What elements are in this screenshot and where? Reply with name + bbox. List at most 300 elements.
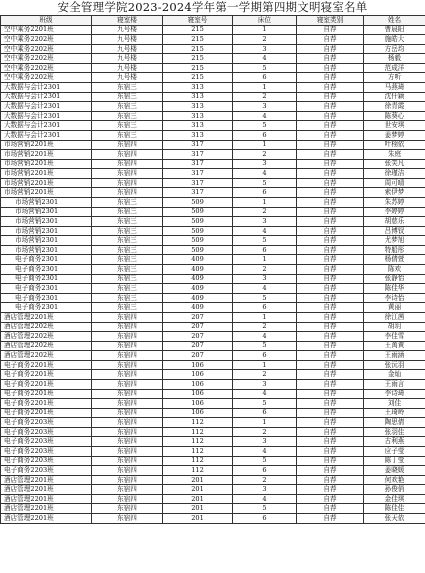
cell-building: 东宿四 (92, 456, 163, 466)
cell-building: 东宿三 (92, 274, 163, 284)
cell-building: 东宿四 (92, 485, 163, 495)
cell-class: 大数据与会计2301 (1, 130, 92, 140)
cell-category: 自荐 (297, 169, 364, 179)
cell-name: 王琦岭 (364, 408, 425, 418)
cell-bed: 2 (233, 475, 297, 485)
cell-category: 自荐 (297, 312, 364, 322)
cell-class: 酒店管理2201班 (1, 514, 92, 524)
cell-category: 自荐 (297, 83, 364, 93)
cell-bed: 4 (233, 169, 297, 179)
cell-room: 201 (163, 494, 233, 504)
table-row (1, 437, 425, 447)
cell-class: 酒店管理2201班 (1, 312, 92, 322)
cell-bed: 5 (233, 504, 297, 514)
cell-class: 电子商务2201班 (1, 389, 92, 399)
cell-class: 市场营销2301 (1, 226, 92, 236)
cell-name: 应子莹 (364, 447, 425, 457)
cell-class: 空中乘务2202班 (1, 63, 92, 73)
cell-bed: 3 (233, 217, 297, 227)
cell-name: 金灿 (364, 370, 425, 380)
cell-room: 106 (163, 360, 233, 370)
cell-name: 特船彤 (364, 245, 425, 255)
cell-class: 电子商务2201班 (1, 370, 92, 380)
cell-name: 金佳琪 (364, 494, 425, 504)
cell-building: 东宿四 (92, 150, 163, 160)
cell-class: 电子商务2301 (1, 293, 92, 303)
table-row (1, 341, 425, 351)
cell-bed: 3 (233, 44, 297, 54)
cell-room: 207 (163, 332, 233, 342)
cell-category: 自荐 (297, 437, 364, 447)
cell-room: 112 (163, 456, 233, 466)
table-row (1, 418, 425, 428)
cell-name: 胡慈乐 (364, 217, 425, 227)
table-row (1, 73, 425, 83)
cell-name: 杨倩萱 (364, 255, 425, 265)
cell-room: 317 (163, 188, 233, 198)
cell-room: 317 (163, 169, 233, 179)
table-row (1, 332, 425, 342)
cell-bed: 6 (233, 303, 297, 313)
cell-category: 自荐 (297, 150, 364, 160)
cell-name: 徐江茜 (364, 312, 425, 322)
cell-name: 陈佳佳 (364, 504, 425, 514)
table-row (1, 255, 425, 265)
table-row (1, 456, 425, 466)
cell-room: 207 (163, 341, 233, 351)
table-row (1, 102, 425, 112)
table-row (1, 293, 425, 303)
cell-bed: 1 (233, 312, 297, 322)
cell-bed: 5 (233, 399, 297, 409)
cell-bed: 1 (233, 25, 297, 35)
cell-room: 313 (163, 121, 233, 131)
cell-name: 李佳雪 (364, 332, 425, 342)
cell-building: 九号楼 (92, 44, 163, 54)
cell-building: 东宿三 (92, 255, 163, 265)
cell-bed: 1 (233, 140, 297, 150)
cell-bed: 3 (233, 437, 297, 447)
cell-room: 313 (163, 111, 233, 121)
cell-room: 509 (163, 207, 233, 217)
table-row (1, 284, 425, 294)
cell-category: 自荐 (297, 514, 364, 524)
cell-name: 索伊梦 (364, 188, 425, 198)
cell-name: 朱庭 (364, 150, 425, 160)
cell-name: 曹晨阳 (364, 25, 425, 35)
cell-class: 电子商务2301 (1, 274, 92, 284)
cell-building: 东宿三 (92, 102, 163, 112)
cell-class: 电子商务2301 (1, 265, 92, 275)
cell-building: 九号楼 (92, 25, 163, 35)
cell-class: 电子商务2203班 (1, 418, 92, 428)
cell-name: 王雨涵 (364, 351, 425, 361)
cell-name: 世安琪 (364, 121, 425, 131)
table-row (1, 54, 425, 64)
cell-class: 大数据与会计2301 (1, 83, 92, 93)
cell-name: 沈仟颖 (364, 92, 425, 102)
cell-category: 自荐 (297, 159, 364, 169)
cell-category: 自荐 (297, 447, 364, 457)
cell-class: 电子商务2203班 (1, 466, 92, 476)
cell-name: 张羽佳 (364, 427, 425, 437)
table-row (1, 159, 425, 169)
cell-class: 酒店管理2201班 (1, 494, 92, 504)
cell-category: 自荐 (297, 341, 364, 351)
cell-category: 自荐 (297, 303, 364, 313)
cell-category: 自荐 (297, 475, 364, 485)
cell-room: 317 (163, 140, 233, 150)
cell-name: 古利燕 (364, 437, 425, 447)
cell-room: 201 (163, 514, 233, 524)
cell-class: 电子商务2203班 (1, 437, 92, 447)
cell-category: 自荐 (297, 427, 364, 437)
cell-building: 东宿三 (92, 293, 163, 303)
cell-room: 313 (163, 83, 233, 93)
cell-name: 王雨言 (364, 379, 425, 389)
cell-room: 112 (163, 418, 233, 428)
cell-category: 自荐 (297, 284, 364, 294)
cell-category: 自荐 (297, 504, 364, 514)
cell-name: 张天依 (364, 514, 425, 524)
cell-room: 106 (163, 379, 233, 389)
cell-bed: 1 (233, 255, 297, 265)
cell-category: 自荐 (297, 418, 364, 428)
table-row (1, 226, 425, 236)
table-row (1, 389, 425, 399)
cell-class: 酒店管理2201班 (1, 475, 92, 485)
table-row (1, 360, 425, 370)
cell-room: 509 (163, 217, 233, 227)
cell-class: 市场营销2301 (1, 245, 92, 255)
cell-bed: 1 (233, 83, 297, 93)
cell-room: 106 (163, 370, 233, 380)
cell-category: 自荐 (297, 236, 364, 246)
cell-class: 空中乘务2202班 (1, 35, 92, 45)
cell-bed: 6 (233, 73, 297, 83)
cell-name: 范成洋 (364, 63, 425, 73)
cell-name: 李诗怡 (364, 293, 425, 303)
table-row (1, 312, 425, 322)
cell-bed: 4 (233, 284, 297, 294)
table-row (1, 140, 425, 150)
cell-bed: 2 (233, 265, 297, 275)
cell-class: 电子商务2203班 (1, 427, 92, 437)
cell-room: 313 (163, 102, 233, 112)
cell-name: 张静怡 (364, 274, 425, 284)
cell-bed: 4 (233, 494, 297, 504)
table-row (1, 83, 425, 93)
cell-room: 509 (163, 245, 233, 255)
cell-room: 112 (163, 466, 233, 476)
cell-class: 电子商务2301 (1, 255, 92, 265)
cell-building: 东宿四 (92, 351, 163, 361)
cell-category: 自荐 (297, 207, 364, 217)
cell-class: 空中乘务2202班 (1, 54, 92, 64)
cell-category: 自荐 (297, 102, 364, 112)
cell-bed: 2 (233, 35, 297, 45)
table-row (1, 379, 425, 389)
cell-category: 自荐 (297, 188, 364, 198)
cell-name: 张沅羽 (364, 360, 425, 370)
cell-name: 徐青霞 (364, 102, 425, 112)
cell-category: 自荐 (297, 293, 364, 303)
cell-building: 东宿四 (92, 399, 163, 409)
cell-name: 尤梦旭 (364, 236, 425, 246)
cell-bed: 2 (233, 207, 297, 217)
cell-building: 东宿四 (92, 312, 163, 322)
cell-building: 东宿四 (92, 332, 163, 342)
table-row (1, 494, 425, 504)
cell-class: 市场营销2201班 (1, 159, 92, 169)
table-row (1, 188, 425, 198)
cell-category: 自荐 (297, 197, 364, 207)
cell-class: 市场营销2201班 (1, 178, 92, 188)
cell-class: 大数据与会计2301 (1, 102, 92, 112)
cell-name: 李婷婷 (364, 207, 425, 217)
cell-name: 刘佳 (364, 399, 425, 409)
cell-building: 东宿三 (92, 197, 163, 207)
cell-category: 自荐 (297, 360, 364, 370)
header-room: 寝室号 (163, 16, 233, 26)
table-row (1, 447, 425, 457)
document-title: 安全管理学院2023-2024学年第一学期第四期文明寝室名单 (57, 0, 368, 14)
cell-bed: 4 (233, 54, 297, 64)
cell-room: 201 (163, 475, 233, 485)
cell-category: 自荐 (297, 399, 364, 409)
cell-room: 112 (163, 447, 233, 457)
cell-bed: 3 (233, 102, 297, 112)
cell-name: 何欢艳 (364, 475, 425, 485)
cell-name: 陈佳华 (364, 284, 425, 294)
cell-category: 自荐 (297, 255, 364, 265)
cell-building: 东宿四 (92, 159, 163, 169)
cell-category: 自荐 (297, 35, 364, 45)
cell-name: 黄丽 (364, 303, 425, 313)
cell-name: 李诗琦 (364, 389, 425, 399)
cell-room: 106 (163, 408, 233, 418)
cell-building: 东宿三 (92, 207, 163, 217)
cell-category: 自荐 (297, 351, 364, 361)
cell-room: 409 (163, 255, 233, 265)
cell-building: 东宿三 (92, 217, 163, 227)
table-body (1, 25, 425, 523)
cell-class: 电子商务2201班 (1, 360, 92, 370)
cell-building: 东宿三 (92, 111, 163, 121)
table-row (1, 130, 425, 140)
cell-bed: 3 (233, 485, 297, 495)
table-row (1, 322, 425, 332)
cell-class: 空中乘务2201班 (1, 25, 92, 35)
cell-category: 自荐 (297, 389, 364, 399)
table-row (1, 514, 425, 524)
cell-building: 东宿四 (92, 389, 163, 399)
cell-building: 东宿四 (92, 427, 163, 437)
cell-category: 自荐 (297, 121, 364, 131)
cell-room: 106 (163, 399, 233, 409)
cell-category: 自荐 (297, 178, 364, 188)
cell-category: 自荐 (297, 332, 364, 342)
cell-building: 九号楼 (92, 54, 163, 64)
cell-class: 空中乘务2202班 (1, 73, 92, 83)
table-row (1, 485, 425, 495)
cell-bed: 6 (233, 188, 297, 198)
table-row (1, 44, 425, 54)
cell-category: 自荐 (297, 226, 364, 236)
cell-building: 东宿三 (92, 83, 163, 93)
cell-bed: 6 (233, 408, 297, 418)
cell-category: 自荐 (297, 130, 364, 140)
cell-building: 东宿四 (92, 494, 163, 504)
cell-class: 空中乘务2202班 (1, 44, 92, 54)
cell-bed: 5 (233, 341, 297, 351)
cell-class: 酒店管理2201班 (1, 485, 92, 495)
cell-building: 东宿四 (92, 169, 163, 179)
cell-room: 215 (163, 63, 233, 73)
table-row (1, 245, 425, 255)
cell-building: 东宿三 (92, 284, 163, 294)
table-row (1, 25, 425, 35)
table-row (1, 169, 425, 179)
cell-name: 徐瑾洁 (364, 169, 425, 179)
cell-category: 自荐 (297, 63, 364, 73)
header-category: 寝室类别 (297, 16, 364, 26)
cell-name: 方岳均 (364, 44, 425, 54)
cell-name: 姜梦婷 (364, 130, 425, 140)
table-row (1, 178, 425, 188)
cell-building: 东宿四 (92, 322, 163, 332)
cell-bed: 6 (233, 351, 297, 361)
cell-bed: 5 (233, 178, 297, 188)
cell-bed: 4 (233, 111, 297, 121)
cell-room: 313 (163, 130, 233, 140)
cell-bed: 5 (233, 456, 297, 466)
cell-bed: 5 (233, 293, 297, 303)
table-row (1, 466, 425, 476)
table-row (1, 408, 425, 418)
cell-room: 215 (163, 25, 233, 35)
cell-category: 自荐 (297, 140, 364, 150)
cell-room: 215 (163, 44, 233, 54)
cell-building: 东宿四 (92, 418, 163, 428)
cell-name: 陈葵心 (364, 111, 425, 121)
cell-name: 方听 (364, 73, 425, 83)
cell-class: 市场营销2201班 (1, 150, 92, 160)
header-class: 班级 (1, 16, 92, 26)
cell-building: 东宿三 (92, 265, 163, 275)
cell-category: 自荐 (297, 456, 364, 466)
cell-room: 215 (163, 35, 233, 45)
cell-category: 自荐 (297, 245, 364, 255)
cell-building: 东宿三 (92, 303, 163, 313)
cell-bed: 2 (233, 370, 297, 380)
cell-bed: 4 (233, 447, 297, 457)
table-row (1, 217, 425, 227)
cell-room: 317 (163, 159, 233, 169)
cell-room: 215 (163, 54, 233, 64)
table-row (1, 399, 425, 409)
cell-building: 东宿四 (92, 379, 163, 389)
cell-bed: 4 (233, 332, 297, 342)
cell-bed: 6 (233, 466, 297, 476)
cell-category: 自荐 (297, 274, 364, 284)
cell-category: 自荐 (297, 54, 364, 64)
cell-category: 自荐 (297, 466, 364, 476)
table-row (1, 111, 425, 121)
cell-category: 自荐 (297, 44, 364, 54)
cell-building: 东宿三 (92, 130, 163, 140)
table-header-row (1, 16, 425, 26)
cell-name: 孙俊俏 (364, 485, 425, 495)
cell-bed: 1 (233, 418, 297, 428)
cell-bed: 3 (233, 274, 297, 284)
cell-building: 东宿三 (92, 236, 163, 246)
cell-room: 112 (163, 437, 233, 447)
cell-building: 东宿三 (92, 226, 163, 236)
cell-room: 409 (163, 284, 233, 294)
table-row (1, 504, 425, 514)
cell-category: 自荐 (297, 485, 364, 495)
cell-building: 东宿四 (92, 466, 163, 476)
table-row (1, 265, 425, 275)
cell-building: 东宿四 (92, 188, 163, 198)
cell-bed: 3 (233, 379, 297, 389)
cell-building: 东宿四 (92, 341, 163, 351)
cell-name: 朱苏婷 (364, 197, 425, 207)
cell-class: 大数据与会计2301 (1, 92, 92, 102)
cell-name: 叶栩依 (364, 140, 425, 150)
cell-building: 东宿四 (92, 178, 163, 188)
cell-name: 胡玥 (364, 322, 425, 332)
cell-category: 自荐 (297, 322, 364, 332)
cell-building: 九号楼 (92, 35, 163, 45)
cell-category: 自荐 (297, 111, 364, 121)
cell-room: 106 (163, 389, 233, 399)
cell-category: 自荐 (297, 25, 364, 35)
cell-building: 东宿四 (92, 360, 163, 370)
table-row (1, 35, 425, 45)
cell-class: 酒店管理2202班 (1, 351, 92, 361)
table-row (1, 427, 425, 437)
cell-room: 409 (163, 303, 233, 313)
cell-name: 吕博钗 (364, 226, 425, 236)
table-row (1, 475, 425, 485)
cell-name: 杨毅 (364, 54, 425, 64)
cell-building: 东宿三 (92, 92, 163, 102)
cell-room: 409 (163, 265, 233, 275)
cell-room: 207 (163, 351, 233, 361)
cell-building: 东宿四 (92, 514, 163, 524)
cell-name: 王萬黄 (364, 341, 425, 351)
cell-room: 313 (163, 92, 233, 102)
cell-class: 酒店管理2201班 (1, 504, 92, 514)
table-row (1, 351, 425, 361)
cell-class: 电子商务2203班 (1, 456, 92, 466)
cell-category: 自荐 (297, 494, 364, 504)
cell-class: 市场营销2201班 (1, 188, 92, 198)
cell-building: 东宿四 (92, 504, 163, 514)
table-row (1, 370, 425, 380)
cell-bed: 5 (233, 121, 297, 131)
cell-room: 207 (163, 322, 233, 332)
cell-name: 马燕琦 (364, 83, 425, 93)
cell-bed: 6 (233, 514, 297, 524)
cell-name: 陈丁莹 (364, 456, 425, 466)
cell-name: 陈欢 (364, 265, 425, 275)
cell-room: 317 (163, 150, 233, 160)
cell-class: 大数据与会计2301 (1, 121, 92, 131)
cell-class: 市场营销2201班 (1, 169, 92, 179)
